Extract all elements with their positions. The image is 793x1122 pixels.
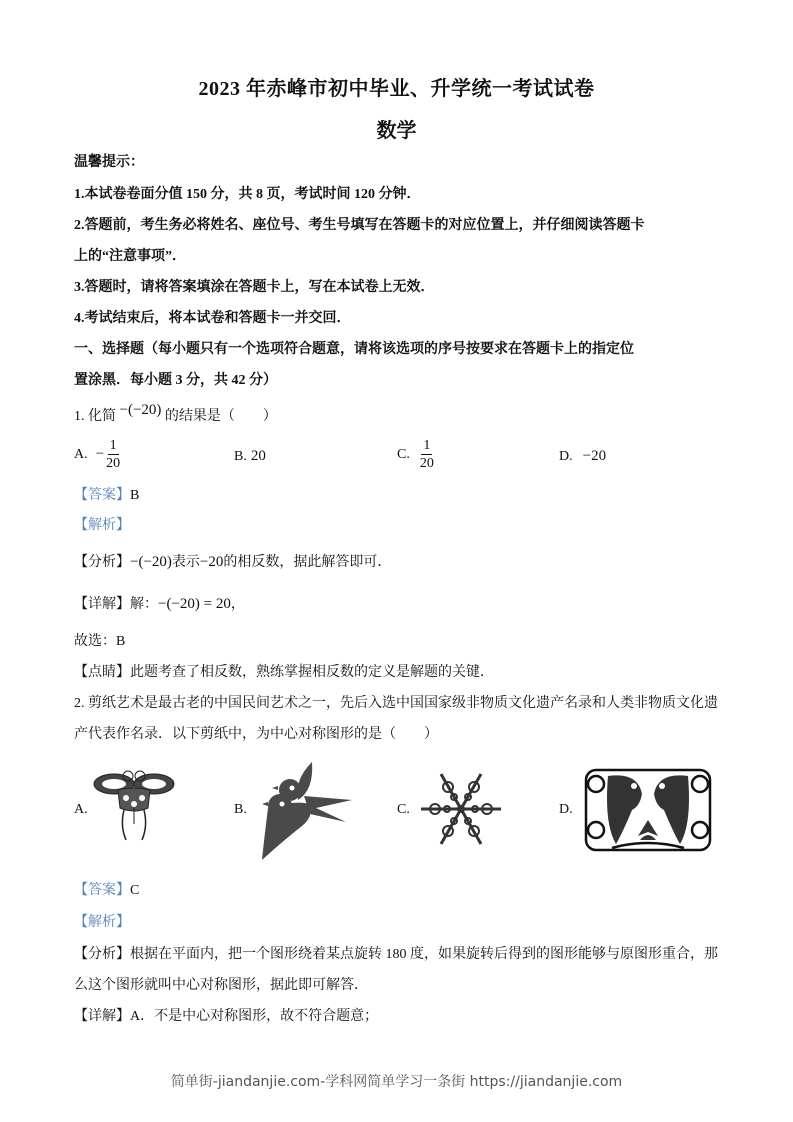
option-label: B. [234, 448, 247, 464]
notice-item-3: 3.答题时，请将答案填涂在答题卡上，写在本试卷上无效． [74, 280, 435, 295]
fenxi-text: 的相反数，据此解答即可． [223, 555, 392, 570]
q2-option-d-label: D. [559, 802, 573, 817]
q2-xiangjie [74, 1005, 378, 1025]
q2-option-b-label: B. [234, 802, 247, 817]
q1-option-c[interactable] [397, 437, 436, 472]
q1-choose: 故选：B [74, 634, 126, 649]
dianjing-label: 【点睛】 [74, 665, 130, 680]
xiangjie-label: 【详解】 [74, 597, 130, 612]
q1-option-d[interactable] [559, 448, 606, 465]
q1-suffix: 的结果是（ ） [164, 409, 277, 424]
footer-watermark: 简单街-jiandanjie.com-学科网简单学习一条街 https://jiandanjie.com [170, 1074, 623, 1090]
denominator: 20 [419, 456, 434, 471]
snowflake-papercut-icon[interactable] [420, 768, 502, 850]
fenxi-mid: 表示 [171, 555, 200, 570]
q2-analysis-label: 【解析】 [74, 915, 130, 930]
option-label: D. [559, 448, 573, 464]
option-value: 20 [250, 448, 266, 464]
notice-item-4: 4.考试结束后，将本试卷和答题卡一并交回． [74, 311, 351, 326]
fraction [106, 437, 120, 472]
q1-expression: −(−20) [119, 402, 162, 418]
question-1 [74, 402, 277, 425]
fraction [420, 437, 434, 472]
twin-fish-papercut-icon[interactable] [582, 764, 714, 856]
fenxi-number: −20 [199, 554, 224, 570]
option-sign: − [95, 446, 105, 462]
fenxi-expression: −(−20) [130, 554, 172, 570]
answer-label: 【答案】 [74, 883, 130, 898]
option-value: −20 [582, 448, 607, 464]
option-label: A. [74, 446, 88, 462]
notice-item-2: 2.答题前，考生务必将姓名、座位号、考生号填写在答题卡的对应位置上，并仔细阅读答题卡 [74, 218, 645, 233]
answer-value: B [130, 488, 140, 503]
notice-item-1: 1.本试卷卷面分值 150 分，共 8 页，考试时间 120 分钟． [74, 187, 421, 202]
dianjing-text: 此题考查了相反数，熟练掌握相反数的定义是解题的关键． [130, 665, 494, 680]
fenxi-label: 【分析】 [74, 555, 130, 570]
q1-option-a[interactable] [74, 437, 122, 472]
exam-title: 2023 年赤峰市初中毕业、升学统一考试试卷 [198, 78, 595, 100]
q2-option-a-label: A. [74, 802, 88, 817]
q1-prefix: 1. 化简 [74, 409, 116, 424]
q1-answer [74, 484, 139, 504]
answer-label: 【答案】 [74, 488, 130, 503]
xiangjie-label: 【详解】 [74, 1009, 130, 1024]
q1-fenxi [74, 551, 391, 571]
section-heading-line1: 一、选择题（每小题只有一个选项符合题意，请将该选项的序号按要求在答题卡上的指定位 [74, 342, 634, 357]
q1-xiangjie [74, 593, 245, 613]
xiangjie-prefix: 解： [130, 597, 158, 612]
q1-dianjing [74, 661, 494, 681]
butterfly-papercut-icon[interactable] [92, 768, 176, 846]
numerator: 1 [109, 438, 117, 453]
q2-answer [74, 879, 139, 899]
answer-value: C [130, 883, 140, 898]
fenxi-text: 根据在平面内，把一个图形绕着某点旋转 180 度，如果旋转后得到的图形能够与原图形重合，那 [130, 947, 718, 962]
q2-option-c-label: C. [397, 802, 410, 817]
denominator: 20 [106, 456, 121, 471]
section-heading-line2: 置涂黑．每小题 3 分，共 42 分） [74, 373, 277, 388]
xiangjie-text: A．不是中心对称图形，故不符合题意； [130, 1009, 379, 1024]
xiangjie-suffix: ， [230, 597, 245, 612]
swallows-papercut-icon[interactable] [254, 760, 354, 862]
question-2-line1: 2. 剪纸艺术是最古老的中国民间艺术之一，先后入选中国国家级非物质文化遗产名录和人类非物质文化遗 [74, 696, 718, 711]
numerator: 1 [423, 438, 431, 453]
q1-option-b[interactable] [234, 448, 266, 465]
q2-fenxi-line1 [74, 943, 718, 963]
notice-heading: 温馨提示： [74, 155, 144, 170]
option-label: C. [397, 446, 410, 462]
q1-analysis-label: 【解析】 [74, 518, 130, 533]
fenxi-label: 【分析】 [74, 947, 130, 962]
exam-subject: 数学 [376, 120, 417, 142]
q2-fenxi-line2: 么这个图形就叫中心对称图形，据此即可解答． [74, 978, 368, 993]
notice-item-2-cont: 上的“注意事项”． [74, 249, 186, 264]
xiangjie-expression: −(−20) = 20 [158, 596, 231, 612]
question-2-line2: 产代表作名录．以下剪纸中，为中心对称图形的是（ ） [74, 727, 438, 742]
